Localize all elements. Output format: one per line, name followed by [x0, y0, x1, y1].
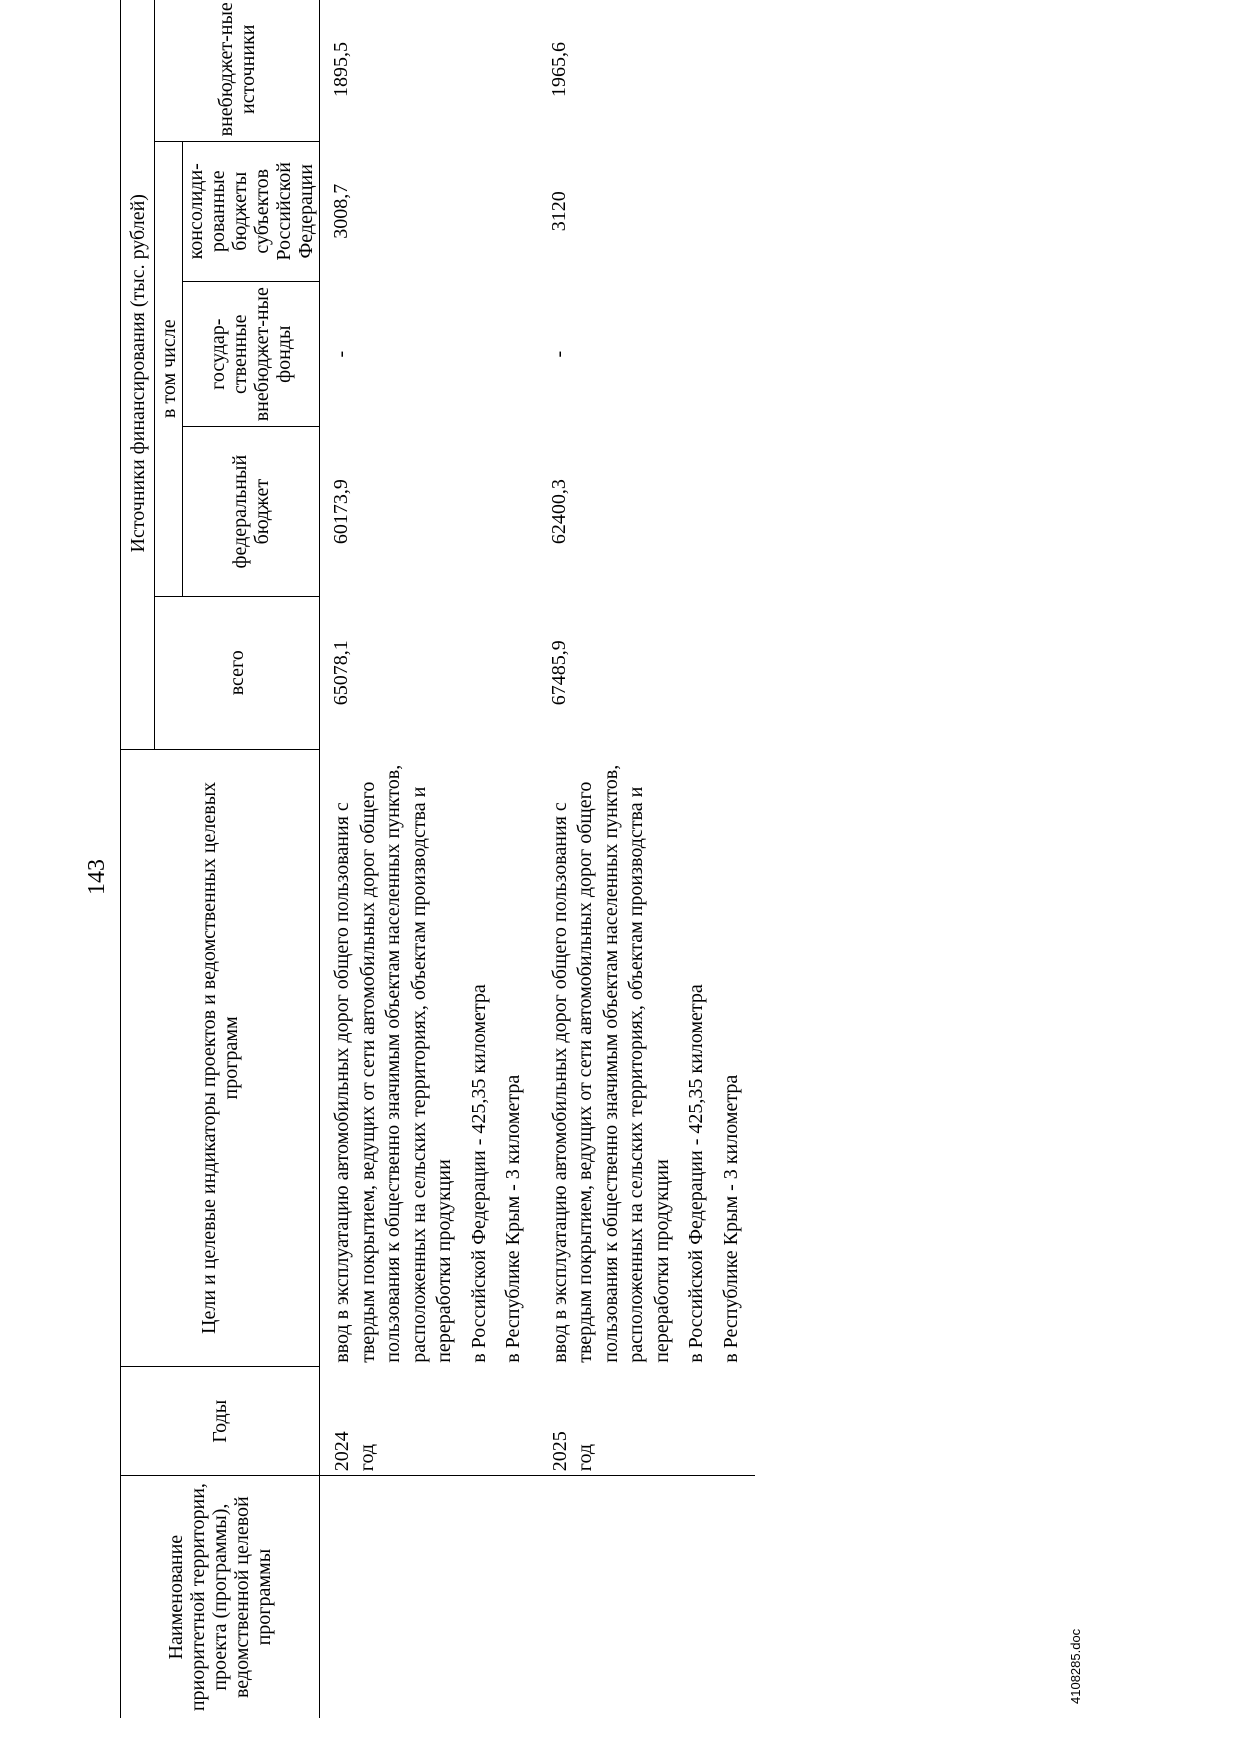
goal-description: ввод в эксплуатацию автомобильных дорог общего пользования с твердым покрытием, ведущих от сети автомобильных дорог общего пользования к общественно значимым объектам населенных пунктов, расположенных на сельских территориях, объектам производства и переработки продукции [331, 764, 455, 1363]
header-regional: консолиди-рованные бюджеты субъектов Российской Федерации [183, 141, 320, 282]
header-state-funds: государ-ственные внебюджет-ные фонды [183, 282, 320, 427]
cell-goal [538, 749, 756, 1367]
financing-table [120, 0, 755, 1718]
cell-goal [320, 749, 538, 1367]
cell-regional: 3008,7 [330, 183, 352, 239]
goal-rf: в Российской Федерации - 425,35 километра [685, 984, 707, 1363]
header-including: в том числе [155, 141, 183, 596]
header-years: Годы [121, 1367, 320, 1476]
goal-description: ввод в эксплуатацию автомобильных дорог общего пользования с твердым покрытием, ведущих от сети автомобильных дорог общего пользования к общественно значимым объектам населенных пунктов, расположенных на сельских территориях, объектам производства и переработки продукции [548, 764, 673, 1363]
cell-extrabudget: 1895,5 [330, 42, 352, 98]
cell-federal: 60173,9 [330, 479, 352, 545]
cell-state-funds: - [330, 350, 352, 358]
cell-state-funds: - [547, 350, 570, 358]
cell-extrabudget: 1965,6 [547, 42, 570, 98]
cell-year [320, 1367, 538, 1476]
goal-crimea: в Республике Крым - 3 километра [719, 1074, 742, 1363]
year-value: 2024 [331, 1431, 353, 1472]
table-row [538, 0, 756, 1718]
goal-rf: в Российской Федерации - 425,35 километра [467, 984, 490, 1363]
header-name: Наименование приоритетной территории, проекта (программы), ведомственной целевой программы [121, 1476, 320, 1718]
header-sources: Источники финансирования (тыс. рублей) [121, 0, 155, 749]
cell-year [538, 1367, 756, 1476]
page-number: 143 [84, 859, 110, 895]
cell-total: 67485,9 [547, 640, 570, 706]
cell-total: 65078,1 [330, 640, 352, 706]
year-suffix: год [573, 1443, 596, 1472]
cell-regional: 3120 [547, 191, 570, 232]
cell-name [538, 1476, 756, 1718]
table-row [320, 0, 538, 1718]
year-suffix: год [356, 1443, 378, 1472]
cell-federal: 62400,3 [547, 479, 570, 545]
header-total: всего [155, 596, 320, 749]
header-extrabudget: внебюджет-ные источники [155, 0, 320, 141]
goal-crimea: в Республике Крым - 3 километра [502, 1074, 524, 1363]
year-value: 2025 [548, 1431, 571, 1472]
header-goals: Цели и целевые индикаторы проектов и ведомственных целевых программ [121, 749, 320, 1367]
cell-name [320, 1476, 538, 1718]
document-id-footer: 4108285.doc [1068, 1628, 1083, 1704]
header-federal: федеральный бюджет [183, 427, 320, 597]
